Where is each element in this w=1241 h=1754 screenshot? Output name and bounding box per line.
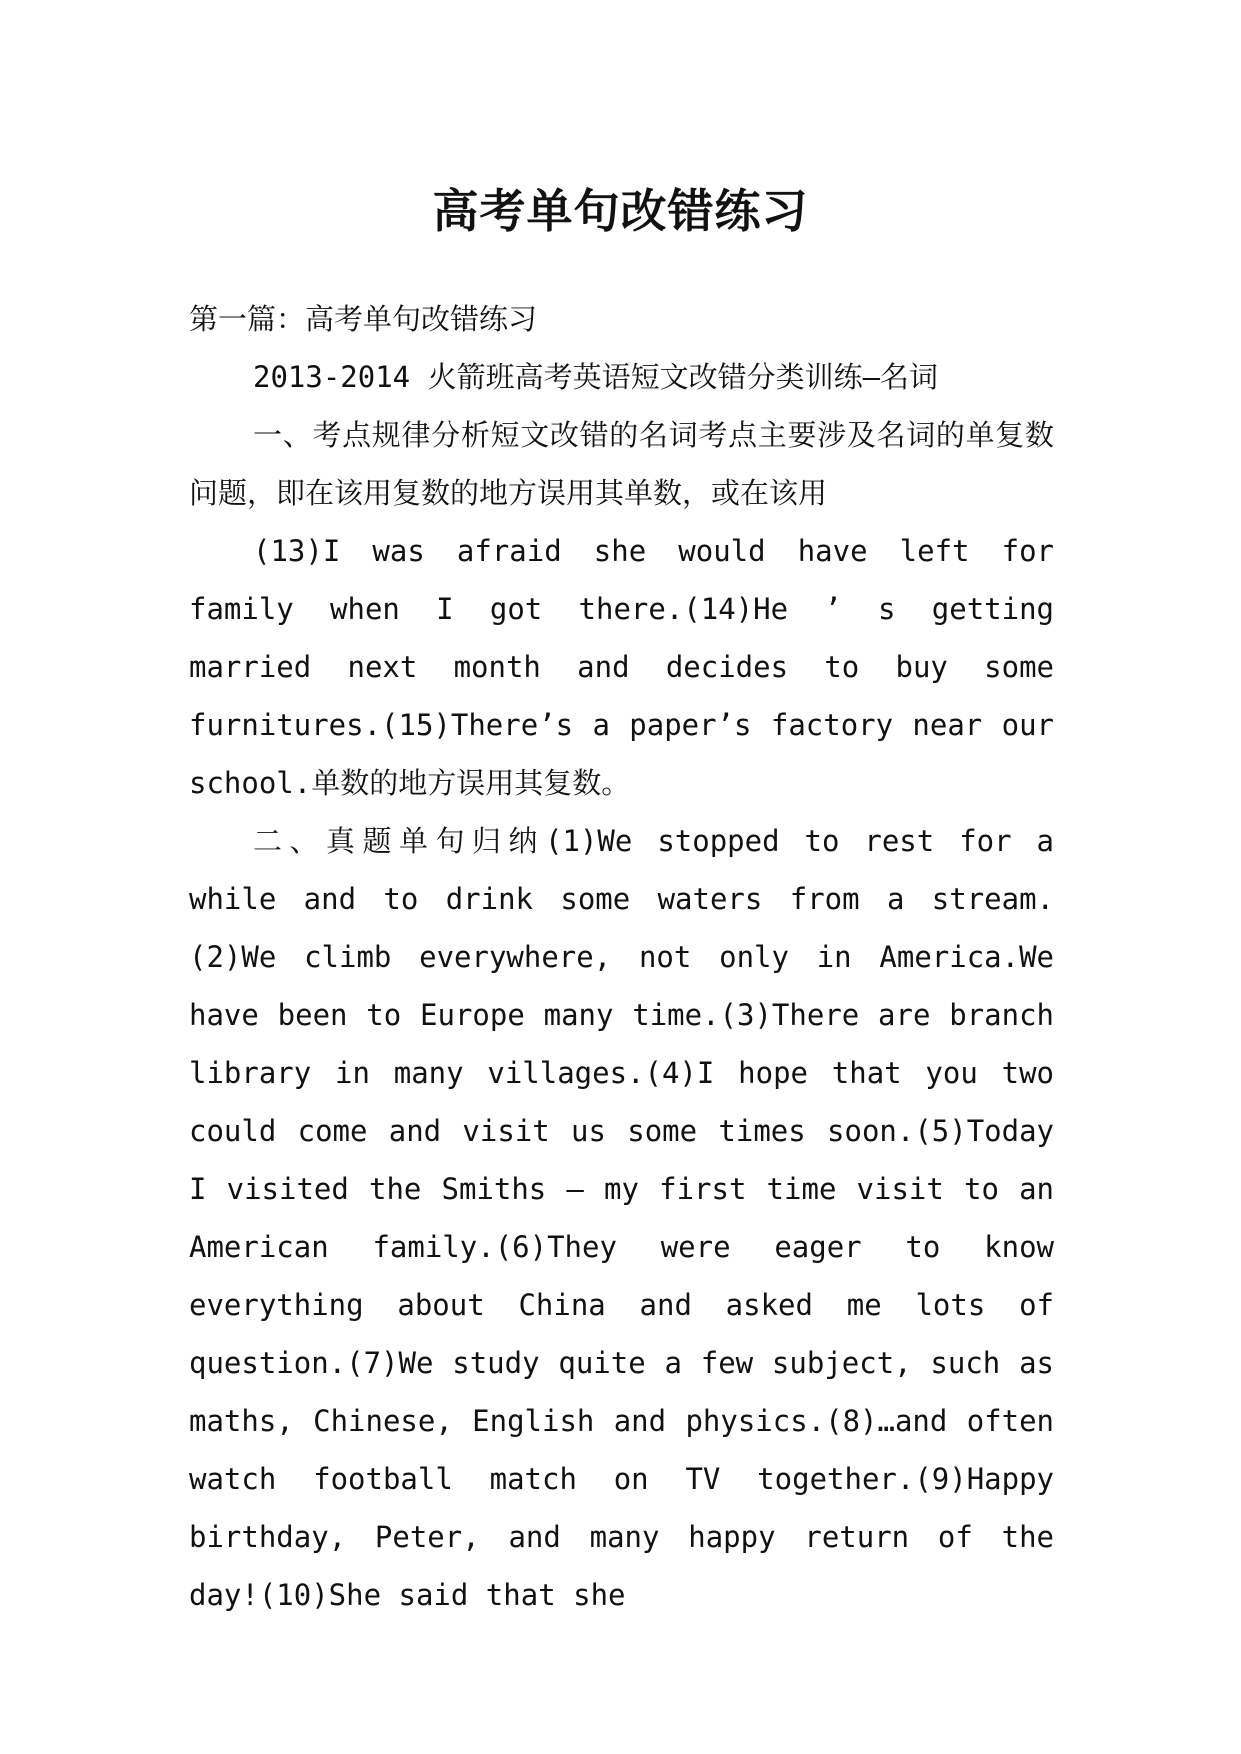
section-heading: 第一篇：高考单句改错练习 [189, 302, 538, 336]
paragraph-exam-points: 一、考点规律分析短文改错的名词考点主要涉及名词的单复数问题，即在该用复数的地方误用其单数，或在该用 [189, 418, 1054, 510]
paragraph-real-exam-sentences: 二、真题单句归纳(1)We stopped to rest for a while and to drink some waters from a stream.(2)We climb everywhere, not only in America.We have been to Europe many time.(3)There are branch library in many villages.(4)I hope that you two could come and visit us some times soon.(5)Today I visited the Smiths — my first time visit to an American family.(6)They were eager to know everything about China and asked me lots of question.(7)We study quite a few subject, such as maths, Chinese, English and physics.(8)…and often watch football match on TV together.(9)Happy birthday, Peter, and many happy return of the day!(10)She said that she [189, 824, 1054, 1612]
paragraph-examples: (13)I was afraid she would have left for family when I got there.(14)He ’ s getting married next month and decides to buy some furnitures.(15)There’s a paper’s factory near our school.单数的地方误用其复数。 [189, 534, 1054, 800]
document-title: 高考单句改错练习 [432, 183, 809, 238]
document-body [189, 290, 1054, 1624]
subtitle-line: 2013-2014 火箭班高考英语短文改错分类训练—名词 [253, 360, 939, 394]
